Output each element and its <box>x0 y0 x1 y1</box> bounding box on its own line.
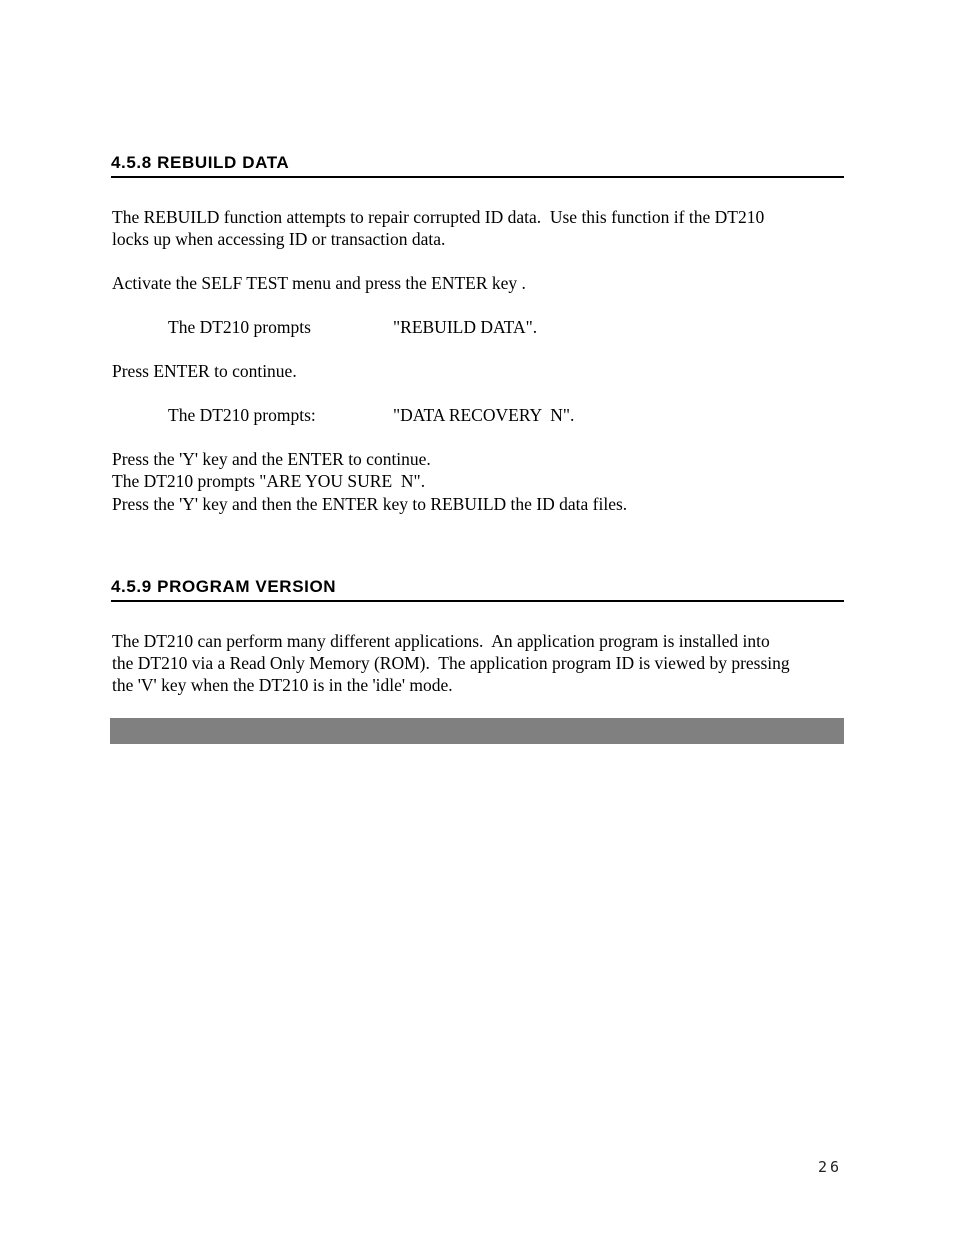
gray-divider-bar <box>110 718 844 744</box>
program-version-line-2: the DT210 via a Read Only Memory (ROM). The application program ID is viewed by pressing <box>112 653 790 673</box>
rebuild-description-line-2: locks up when accessing ID or transaction data. <box>112 229 446 249</box>
section-heading-program-version: 4.5.9 PROGRAM VERSION <box>111 577 844 602</box>
section-heading-rebuild-data: 4.5.8 REBUILD DATA <box>111 153 844 178</box>
step-line-2: The DT210 prompts "ARE YOU SURE N". <box>112 471 426 491</box>
activate-instruction: Activate the SELF TEST menu and press the ENTER key . <box>112 273 526 293</box>
step-line-3: Press the 'Y' key and then the ENTER key to REBUILD the ID data files. <box>112 494 628 514</box>
rebuild-description-line-1: The REBUILD function attempts to repair corrupted ID data. Use this function if the DT210 <box>112 207 765 227</box>
prompt-1-value: "REBUILD DATA". <box>393 317 538 337</box>
continue-instruction: Press ENTER to continue. <box>112 361 297 381</box>
program-version-line-1: The DT210 can perform many different applications. An application program is installed into <box>112 631 770 651</box>
prompt-2-value: "DATA RECOVERY N". <box>393 405 575 425</box>
page-number: 26 <box>817 1158 842 1176</box>
prompt-1-label: The DT210 prompts <box>168 317 311 337</box>
program-version-line-3: the 'V' key when the DT210 is in the 'idle' mode. <box>112 675 453 695</box>
step-line-1: Press the 'Y' key and the ENTER to continue. <box>112 449 431 469</box>
prompt-2-label: The DT210 prompts: <box>168 405 316 425</box>
